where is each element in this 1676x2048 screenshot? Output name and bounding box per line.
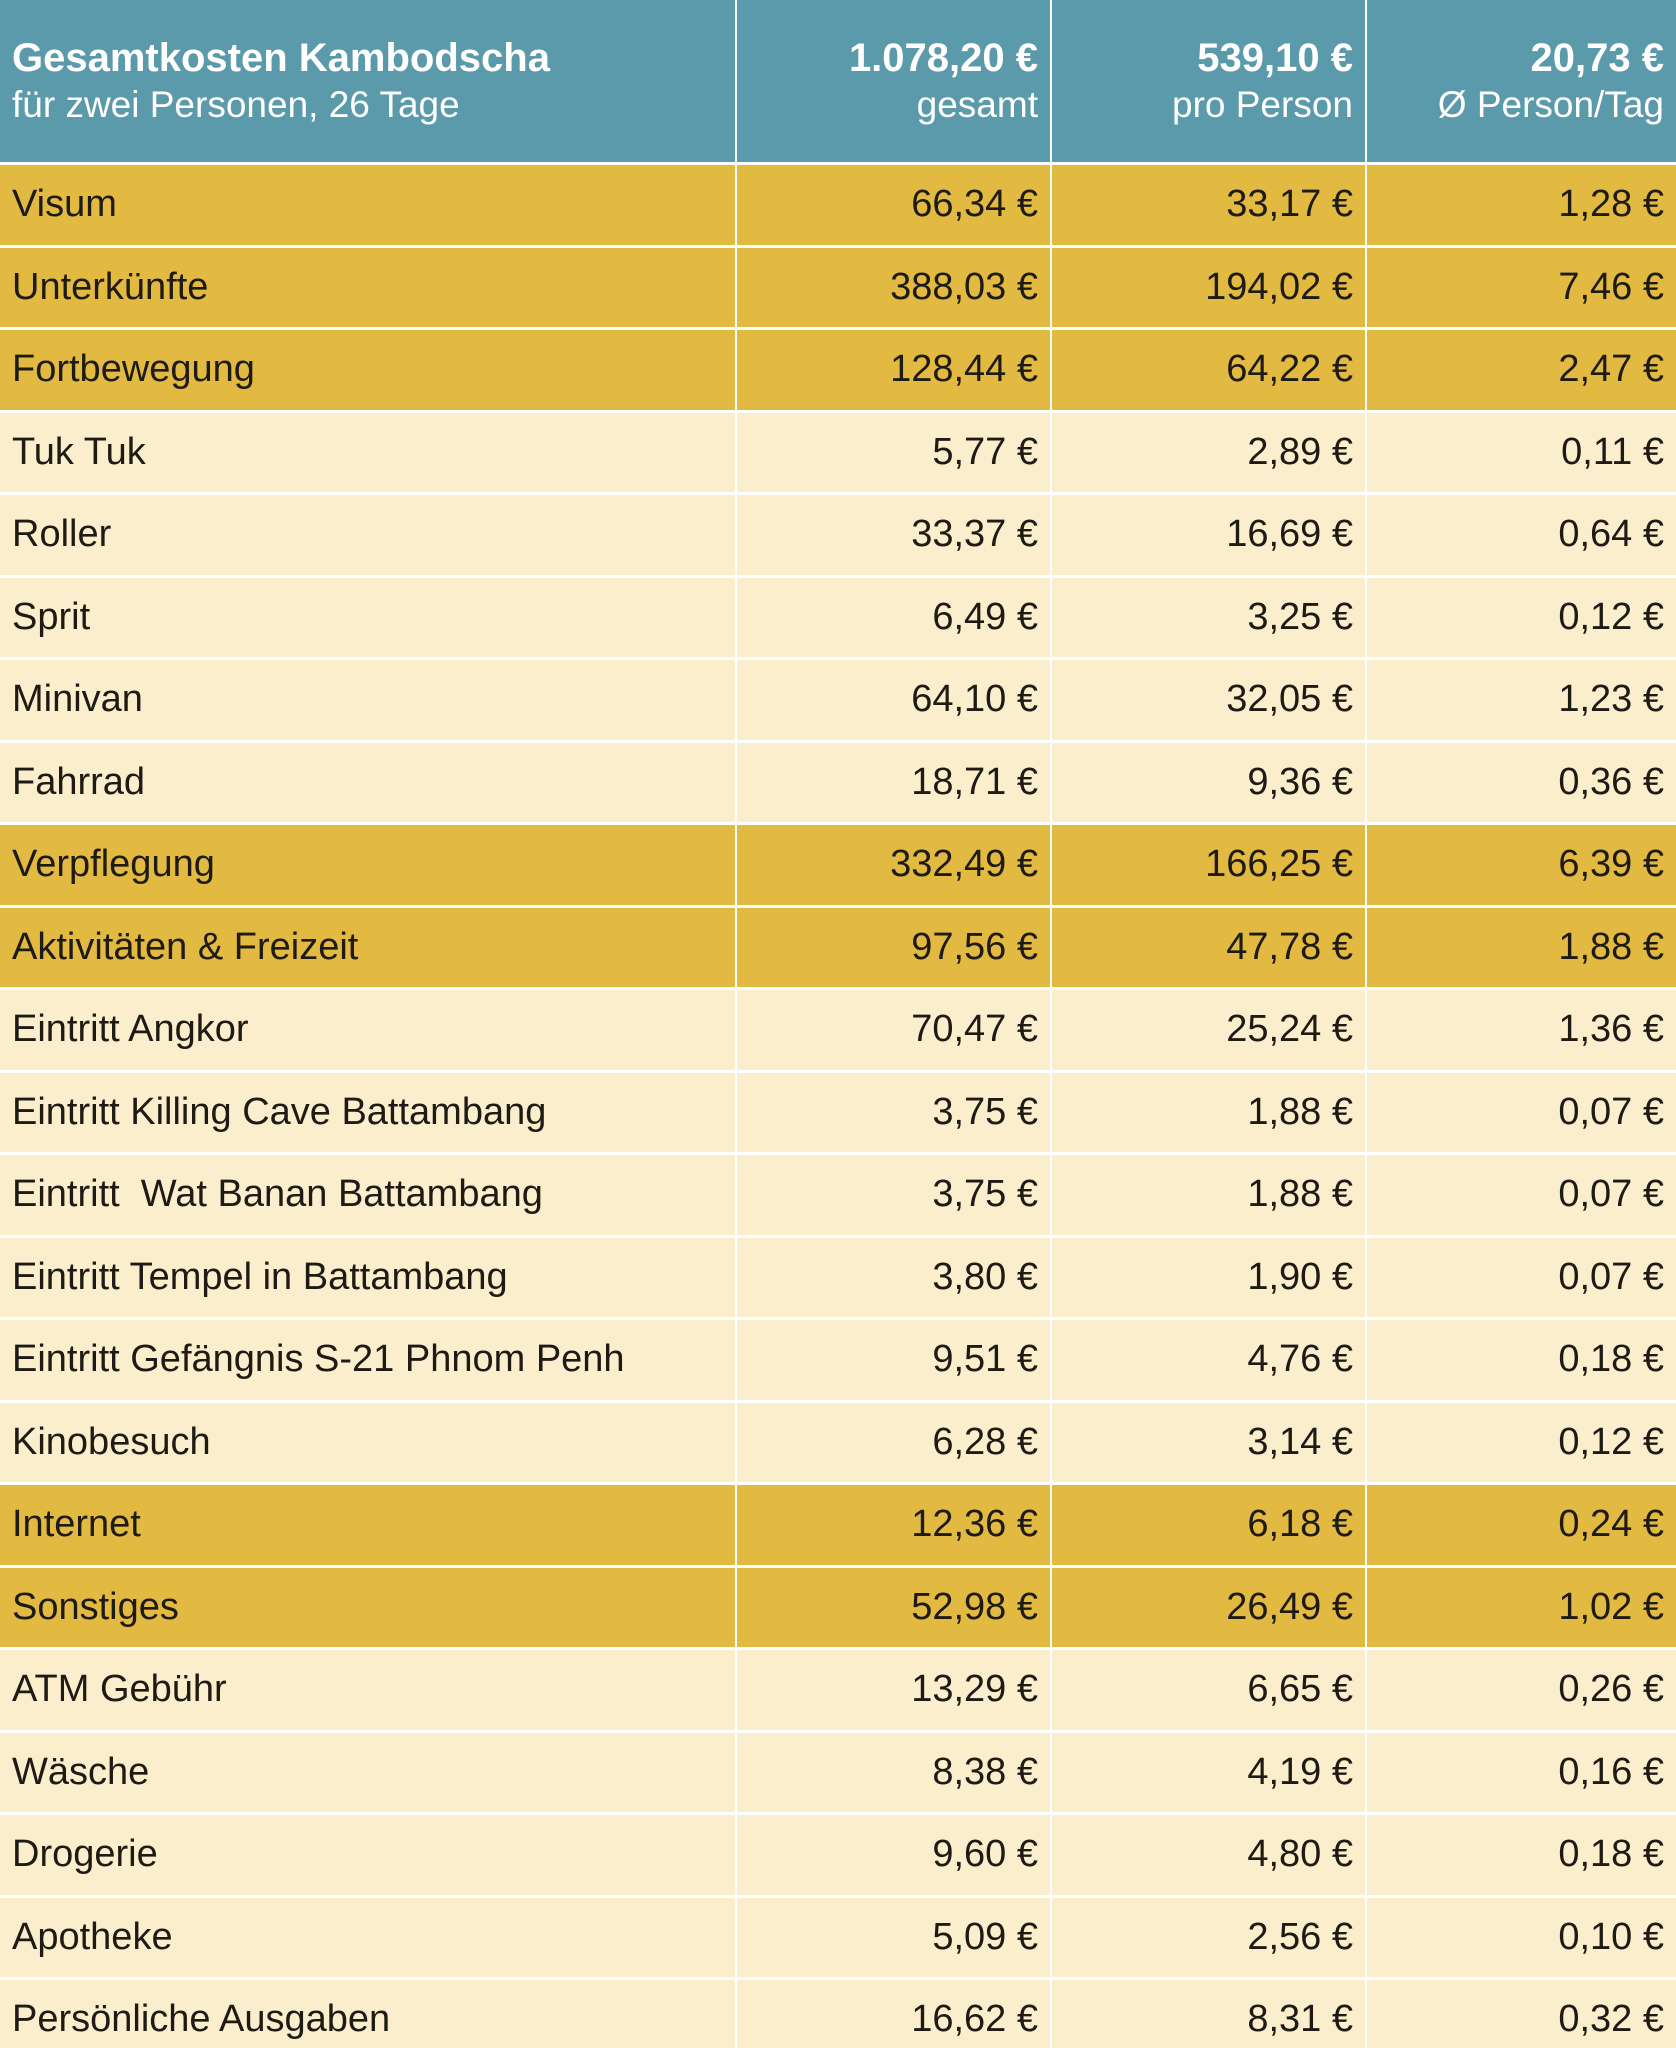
row-total: 332,49 € <box>735 825 1050 905</box>
table-row <box>0 1977 1676 2048</box>
row-per-day: 0,11 € <box>1365 413 1676 493</box>
table-row <box>0 492 1676 575</box>
table-row <box>0 1070 1676 1153</box>
row-label: Drogerie <box>12 1833 158 1876</box>
row-total: 3,75 € <box>735 1073 1050 1153</box>
row-per-person: 194,02 € <box>1050 248 1365 328</box>
row-per-day: 0,07 € <box>1365 1238 1676 1318</box>
table-row <box>0 1400 1676 1483</box>
table-row <box>0 905 1676 988</box>
table-row <box>0 327 1676 410</box>
row-per-person: 32,05 € <box>1050 660 1365 740</box>
row-total: 388,03 € <box>735 248 1050 328</box>
row-per-day: 0,18 € <box>1365 1815 1676 1895</box>
row-label: Unterkünfte <box>12 265 209 308</box>
table-row <box>0 1565 1676 1648</box>
row-per-person: 2,56 € <box>1050 1898 1365 1978</box>
row-total: 33,37 € <box>735 495 1050 575</box>
row-total: 66,34 € <box>735 165 1050 245</box>
table-row <box>0 1895 1676 1978</box>
row-per-day: 0,12 € <box>1365 578 1676 658</box>
header-per-person-value: 539,10 € <box>1197 36 1353 80</box>
row-total: 97,56 € <box>735 908 1050 988</box>
table-row <box>0 822 1676 905</box>
row-per-day: 0,36 € <box>1365 743 1676 823</box>
table-header <box>0 0 1676 162</box>
table-row <box>0 1482 1676 1565</box>
row-label: Persönliche Ausgaben <box>12 1998 391 2041</box>
table-title: Gesamtkosten Kambodscha <box>12 36 550 80</box>
row-per-day: 7,46 € <box>1365 248 1676 328</box>
row-per-day: 0,07 € <box>1365 1155 1676 1235</box>
row-label: Eintritt Angkor <box>12 1008 249 1051</box>
header-per-day-value: 20,73 € <box>1530 36 1664 80</box>
row-total: 18,71 € <box>735 743 1050 823</box>
row-per-person: 64,22 € <box>1050 330 1365 410</box>
row-per-person: 4,19 € <box>1050 1733 1365 1813</box>
row-total: 5,09 € <box>735 1898 1050 1978</box>
header-total-label: gesamt <box>916 84 1038 125</box>
row-total: 52,98 € <box>735 1568 1050 1648</box>
row-per-day: 1,23 € <box>1365 660 1676 740</box>
header-title-cell <box>0 0 735 162</box>
table-row <box>0 1730 1676 1813</box>
row-per-person: 2,89 € <box>1050 413 1365 493</box>
row-label: Minivan <box>12 678 143 721</box>
table-row <box>0 1317 1676 1400</box>
row-per-person: 33,17 € <box>1050 165 1365 245</box>
row-per-person: 3,25 € <box>1050 578 1365 658</box>
row-per-day: 0,18 € <box>1365 1320 1676 1400</box>
row-label: Eintritt Gefängnis S-21 Phnom Penh <box>12 1338 625 1381</box>
row-total: 64,10 € <box>735 660 1050 740</box>
table-row <box>0 987 1676 1070</box>
row-label: Sonstiges <box>12 1585 179 1628</box>
row-total: 13,29 € <box>735 1650 1050 1730</box>
row-total: 5,77 € <box>735 413 1050 493</box>
header-per-person-cell <box>1050 0 1365 162</box>
row-label: Visum <box>12 183 117 226</box>
row-per-day: 0,16 € <box>1365 1733 1676 1813</box>
row-per-day: 2,47 € <box>1365 330 1676 410</box>
row-per-person: 6,65 € <box>1050 1650 1365 1730</box>
table-row <box>0 1235 1676 1318</box>
row-per-day: 6,39 € <box>1365 825 1676 905</box>
row-per-person: 8,31 € <box>1050 1980 1365 2048</box>
header-per-day-cell <box>1365 0 1676 162</box>
row-label: Verpflegung <box>12 843 215 886</box>
row-label: Wäsche <box>12 1750 150 1793</box>
row-per-day: 0,10 € <box>1365 1898 1676 1978</box>
table-row <box>0 162 1676 245</box>
row-per-day: 1,02 € <box>1365 1568 1676 1648</box>
table-row <box>0 410 1676 493</box>
row-per-person: 1,88 € <box>1050 1073 1365 1153</box>
row-label: Fortbewegung <box>12 348 255 391</box>
row-total: 16,62 € <box>735 1980 1050 2048</box>
table-row <box>0 1647 1676 1730</box>
row-per-person: 1,88 € <box>1050 1155 1365 1235</box>
row-total: 9,60 € <box>735 1815 1050 1895</box>
row-label: ATM Gebühr <box>12 1668 227 1711</box>
row-per-day: 1,36 € <box>1365 990 1676 1070</box>
table-row <box>0 740 1676 823</box>
table-row <box>0 1152 1676 1235</box>
row-label: Eintritt Tempel in Battambang <box>12 1255 508 1298</box>
row-label: Aktivitäten & Freizeit <box>12 925 359 968</box>
row-per-person: 4,80 € <box>1050 1815 1365 1895</box>
row-total: 3,75 € <box>735 1155 1050 1235</box>
row-per-person: 47,78 € <box>1050 908 1365 988</box>
row-total: 6,49 € <box>735 578 1050 658</box>
table-subtitle: für zwei Personen, 26 Tage <box>12 84 460 125</box>
row-total: 128,44 € <box>735 330 1050 410</box>
row-total: 3,80 € <box>735 1238 1050 1318</box>
row-per-person: 9,36 € <box>1050 743 1365 823</box>
row-per-person: 25,24 € <box>1050 990 1365 1070</box>
table-row <box>0 657 1676 740</box>
row-per-day: 0,26 € <box>1365 1650 1676 1730</box>
row-per-day: 1,28 € <box>1365 165 1676 245</box>
row-label: Sprit <box>12 595 91 638</box>
row-per-day: 0,24 € <box>1365 1485 1676 1565</box>
row-label: Kinobesuch <box>12 1420 211 1463</box>
row-label: Tuk Tuk <box>12 430 146 473</box>
row-per-day: 0,12 € <box>1365 1403 1676 1483</box>
row-total: 9,51 € <box>735 1320 1050 1400</box>
row-label: Eintritt Killing Cave Battambang <box>12 1090 547 1133</box>
row-label: Apotheke <box>12 1915 173 1958</box>
row-label: Fahrrad <box>12 760 146 803</box>
row-per-day: 0,64 € <box>1365 495 1676 575</box>
row-label: Roller <box>12 513 112 556</box>
row-total: 6,28 € <box>735 1403 1050 1483</box>
row-per-person: 3,14 € <box>1050 1403 1365 1483</box>
row-per-day: 0,07 € <box>1365 1073 1676 1153</box>
row-per-person: 16,69 € <box>1050 495 1365 575</box>
row-label: Eintritt Wat Banan Battambang <box>12 1173 543 1216</box>
header-total-cell <box>735 0 1050 162</box>
row-total: 8,38 € <box>735 1733 1050 1813</box>
row-per-person: 6,18 € <box>1050 1485 1365 1565</box>
row-total: 12,36 € <box>735 1485 1050 1565</box>
table-row <box>0 245 1676 328</box>
header-total-value: 1.078,20 € <box>848 36 1038 80</box>
row-per-day: 1,88 € <box>1365 908 1676 988</box>
row-per-day: 0,32 € <box>1365 1980 1676 2048</box>
row-per-person: 4,76 € <box>1050 1320 1365 1400</box>
row-label: Internet <box>12 1503 141 1546</box>
header-per-person-label: pro Person <box>1172 84 1353 125</box>
row-per-person: 1,90 € <box>1050 1238 1365 1318</box>
table-row <box>0 1812 1676 1895</box>
table-row <box>0 575 1676 658</box>
row-total: 70,47 € <box>735 990 1050 1070</box>
row-per-person: 166,25 € <box>1050 825 1365 905</box>
row-per-person: 26,49 € <box>1050 1568 1365 1648</box>
header-per-day-label: Ø Person/Tag <box>1437 84 1664 125</box>
